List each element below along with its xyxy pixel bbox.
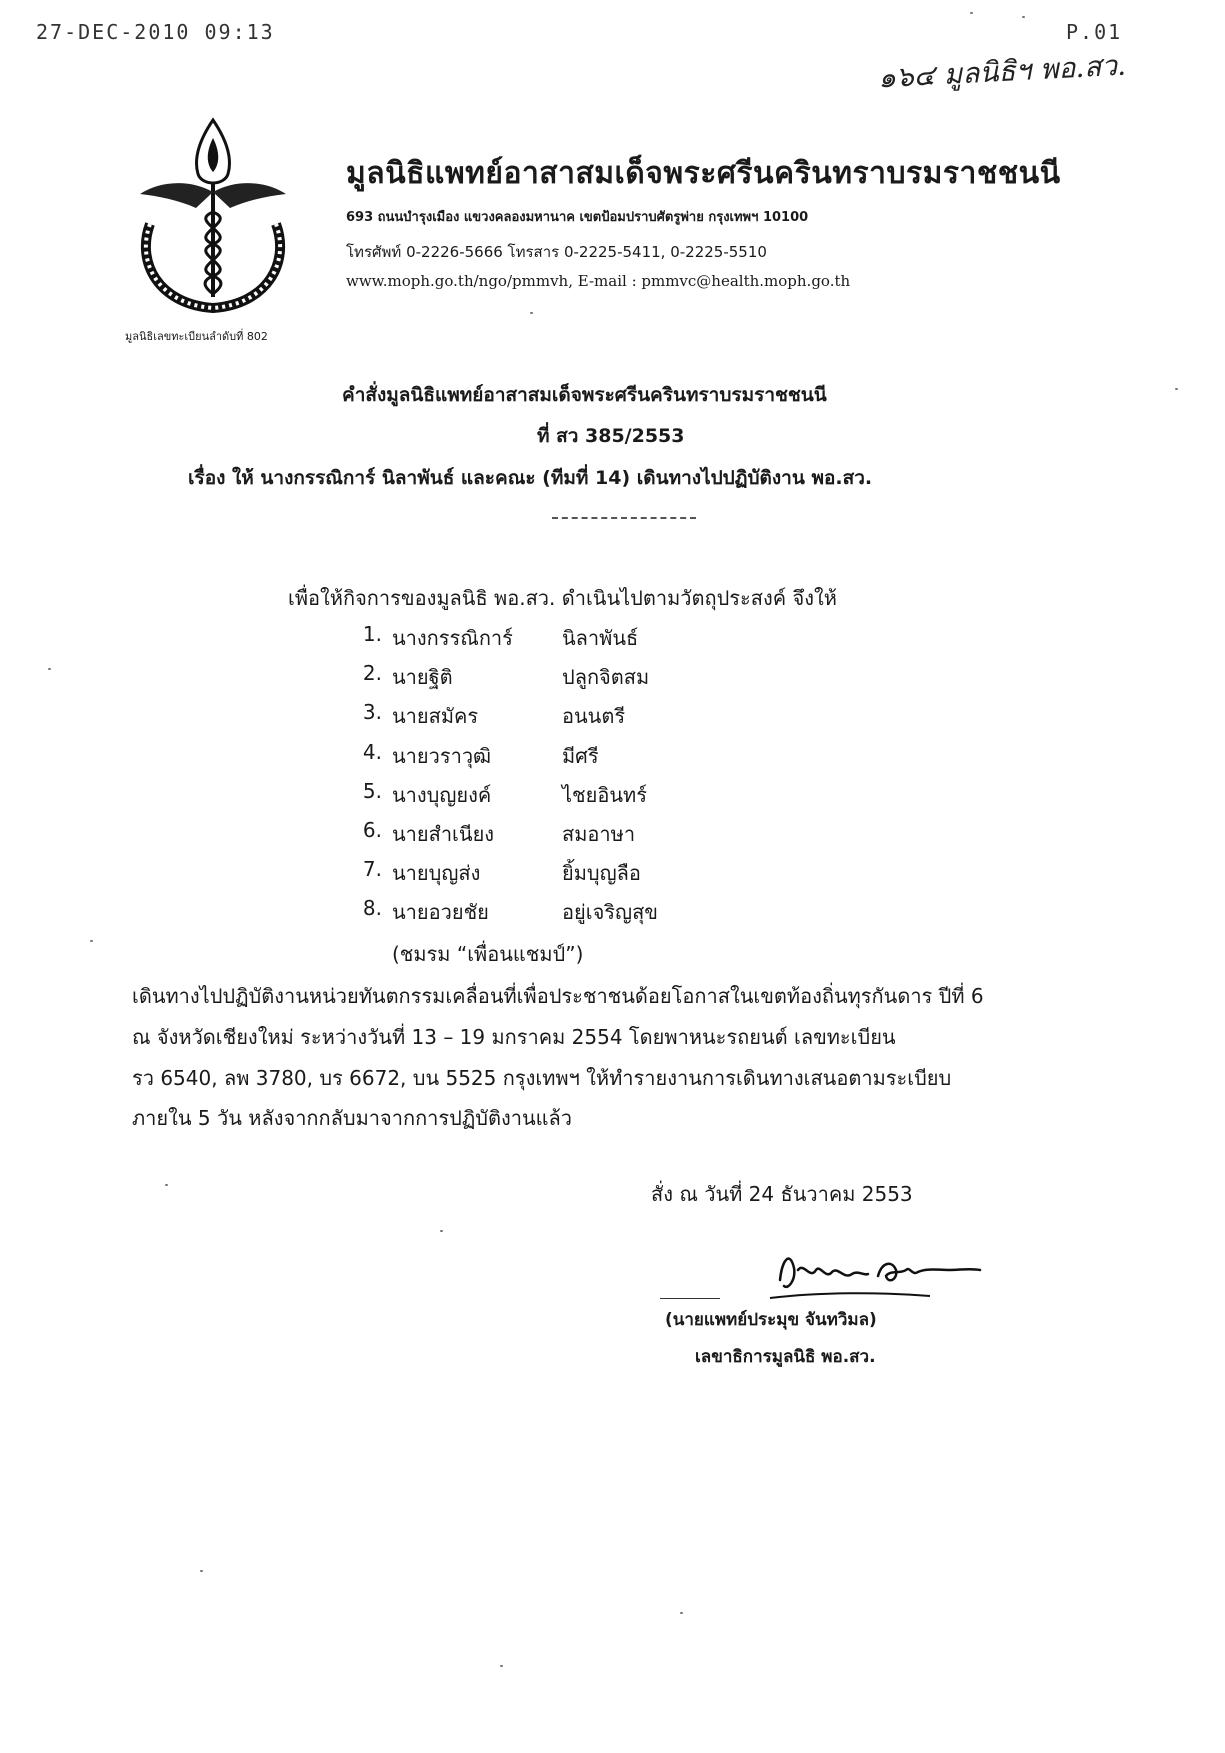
member-number: 5. <box>362 779 382 803</box>
signature-scribble-icon <box>760 1240 990 1310</box>
scan-speck <box>440 1230 443 1232</box>
body-line-3: รว 6540, ลพ 3780, บร 6672, บน 5525 กรุงเทพฯ ให้ทำรายงานการเดินทางเสนอตามระเบียบ <box>132 1066 952 1090</box>
member-first-name: นายสมัคร <box>392 704 479 728</box>
member-number: 2. <box>362 661 382 685</box>
member-last-name: ปลูกจิตสม <box>562 665 650 689</box>
list-item <box>352 818 636 846</box>
organization-address: 693 ถนนบำรุงเมือง แขวงคลองมหานาค เขตป้อมปราบศัตรูพ่าย กรุงเทพฯ 10100 <box>346 210 809 225</box>
member-number: 7. <box>362 857 382 881</box>
caduceus-seal-icon <box>128 112 298 322</box>
scan-speck <box>165 1184 168 1186</box>
order-number: ที่ สว 385/2553 <box>537 425 685 447</box>
foundation-emblem <box>128 112 298 322</box>
list-item <box>352 661 650 689</box>
club-name: (ชมรม “เพื่อนแชมป์”) <box>392 942 584 966</box>
list-item <box>352 740 599 768</box>
scan-speck <box>530 312 533 314</box>
intro-text: เพื่อให้กิจการของมูลนิธิ พอ.สว. ดำเนินไปตามวัตถุประสงค์ จึงให้ <box>288 586 837 610</box>
member-first-name: นางกรรณิการ์ <box>392 626 513 650</box>
scan-speck <box>200 1570 203 1572</box>
member-last-name: อยู่เจริญสุข <box>562 900 658 924</box>
member-last-name: ไชยอินทร์ <box>562 783 647 807</box>
body-line-2: ณ จังหวัดเชียงใหม่ ระหว่างวันที่ 13 – 19 มกราคม 2554 โดยพาหนะรถยนต์ เลขทะเบียน <box>132 1025 896 1049</box>
signatory-name: (นายแพทย์ประมุข จันทวิมล) <box>665 1310 877 1330</box>
signatory-position: เลขาธิการมูลนิธิ พอ.สว. <box>695 1347 876 1367</box>
member-last-name: ยิ้มบุญลือ <box>562 861 641 885</box>
registration-number: มูลนิธิเลขทะเบียนลำดับที่ 802 <box>125 330 268 343</box>
member-number: 3. <box>362 700 382 724</box>
fax-timestamp: 27-DEC-2010 09:13 <box>36 20 275 44</box>
scan-speck <box>48 668 51 670</box>
member-number: 8. <box>362 896 382 920</box>
signature <box>760 1240 990 1310</box>
body-line-4: ภายใน 5 วัน หลังจากกลับมาจากการปฏิบัติงานแล้ว <box>132 1106 572 1130</box>
organization-web-email: www.moph.go.th/ngo/pmmvh, E-mail : pmmvc@health.moph.go.th <box>346 272 851 290</box>
scan-speck <box>90 940 93 942</box>
member-last-name: นิลาพันธ์ <box>562 626 639 650</box>
signature-underline <box>660 1298 720 1299</box>
member-number: 4. <box>362 740 382 764</box>
scan-speck <box>1022 16 1025 18</box>
member-number: 6. <box>362 818 382 842</box>
member-first-name: นายบุญส่ง <box>392 861 481 885</box>
list-item <box>352 700 626 728</box>
handwritten-note: ๑๖๔ มูลนิธิฯ พอ.สว. <box>877 48 1127 95</box>
list-item <box>352 622 639 650</box>
member-number: 1. <box>362 622 382 646</box>
organization-phone-fax: โทรศัพท์ 0-2226-5666 โทรสาร 0-2225-5411, 0-2225-5510 <box>346 243 767 261</box>
order-subject: เรื่อง ให้ นางกรรณิการ์ นิลาพันธ์ และคณะ (ทีมที่ 14) เดินทางไปปฏิบัติงาน พอ.สว. <box>188 467 873 489</box>
member-first-name: นายสำเนียง <box>392 822 495 846</box>
member-first-name: นางบุญยงค์ <box>392 783 492 807</box>
member-first-name: นายอวยชัย <box>392 900 489 924</box>
member-last-name: สมอาษา <box>562 822 636 846</box>
title-divider <box>552 517 696 519</box>
body-line-1: เดินทางไปปฏิบัติงานหน่วยทันตกรรมเคลื่อนที่เพื่อประชาชนด้อยโอกาสในเขตท้องถิ่นทุรกันดาร ปีที่ 6 <box>132 984 984 1008</box>
list-item <box>352 857 641 885</box>
order-date: สั่ง ณ วันที่ 24 ธันวาคม 2553 <box>651 1182 913 1206</box>
member-last-name: มีศรี <box>562 744 599 768</box>
list-item <box>352 779 647 807</box>
scan-speck <box>500 1665 503 1667</box>
order-heading: คำสั่งมูลนิธิแพทย์อาสาสมเด็จพระศรีนครินทราบรมราชชนนี <box>342 384 827 406</box>
organization-name: มูลนิธิแพทย์อาสาสมเด็จพระศรีนครินทราบรมราชชนนี <box>346 156 1061 191</box>
member-first-name: นายฐิติ <box>392 665 453 689</box>
scan-speck <box>680 1612 683 1614</box>
fax-page-number: P.01 <box>1066 20 1123 44</box>
scan-speck <box>970 12 973 14</box>
member-first-name: นายวราวุฒิ <box>392 744 492 768</box>
scan-speck <box>1175 388 1178 390</box>
list-item <box>352 896 658 924</box>
member-last-name: อนนตรี <box>562 704 626 728</box>
